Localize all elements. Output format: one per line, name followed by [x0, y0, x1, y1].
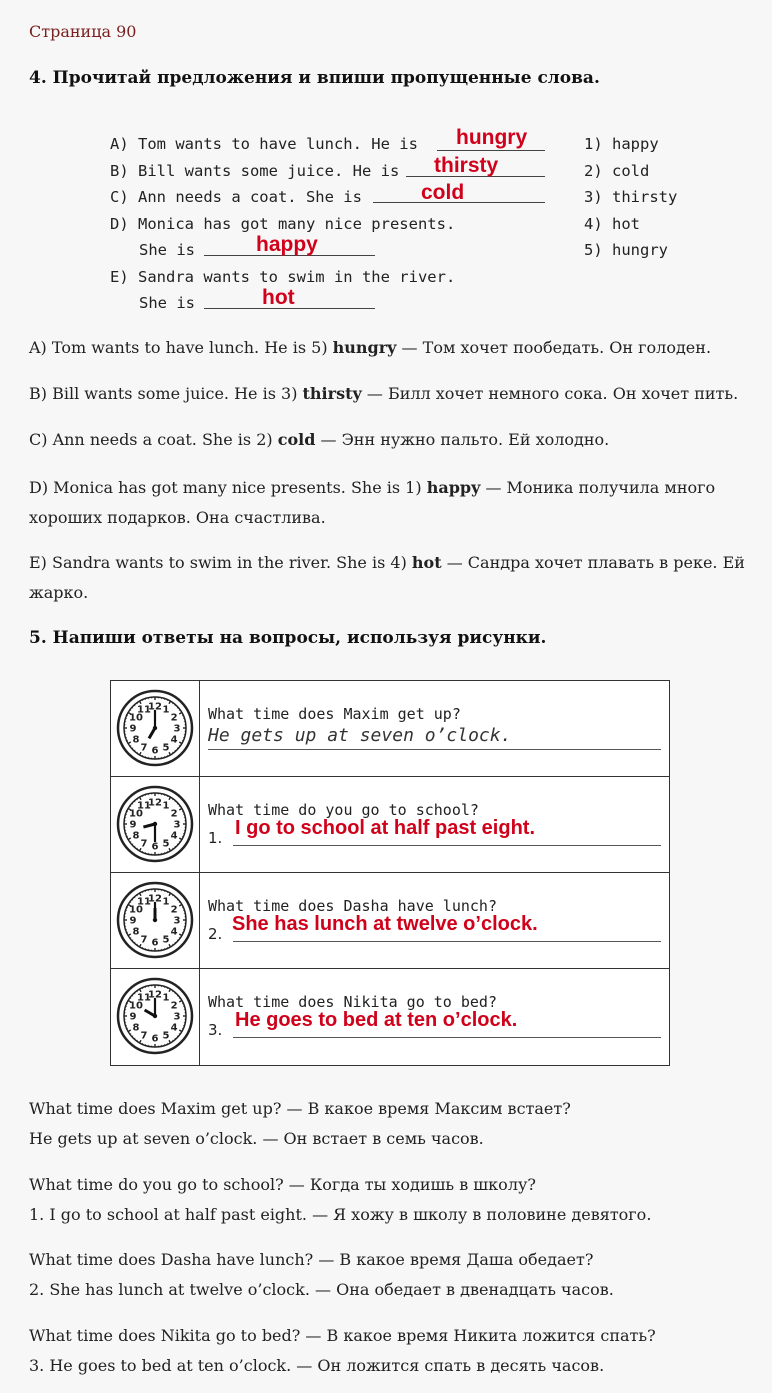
- example-answer: He gets up at seven o’clock.: [208, 725, 512, 746]
- clock-numeral: 3: [173, 723, 181, 735]
- sentence-d: D) Monica has got many nice presents.: [110, 215, 456, 233]
- clock-numeral: 9: [129, 723, 137, 735]
- clock-numeral: 1: [162, 896, 170, 908]
- answer-text: I go to school at half past eight.: [235, 817, 536, 839]
- page-label: Страница 90: [29, 22, 137, 41]
- clock-numeral: 7: [140, 838, 148, 850]
- clock-numeral: 1: [162, 800, 170, 812]
- clock-numeral: 11: [137, 992, 151, 1004]
- clock-numeral: 8: [132, 926, 140, 938]
- clock-numeral: 4: [170, 830, 178, 842]
- clock-numeral: 3: [173, 819, 181, 831]
- clock-numeral: 2: [170, 904, 178, 916]
- answer-number: 2.: [208, 925, 223, 943]
- clock-cell: [111, 777, 200, 872]
- table-row: [111, 681, 669, 777]
- sentence-e-cont: She is: [139, 294, 195, 312]
- clock-numeral: 4: [170, 1022, 178, 1034]
- answer-e: hot: [262, 286, 295, 309]
- clock-icon: [116, 977, 194, 1055]
- clock-numeral: 3: [173, 1011, 181, 1023]
- sentence-a: A) Tom wants to have lunch. He is: [110, 135, 418, 153]
- clock-numeral: 9: [129, 819, 137, 831]
- clock-numeral: 1: [162, 992, 170, 1004]
- question: What time do you go to school?: [208, 801, 479, 819]
- clock-numeral: 2: [170, 1000, 178, 1012]
- option-5: 5) hungry: [584, 241, 668, 259]
- sentence-e: E) Sandra wants to swim in the river.: [110, 268, 456, 286]
- clock-numeral: 1: [162, 704, 170, 716]
- clock-numeral: 5: [162, 934, 170, 946]
- clock-numeral: 8: [132, 734, 140, 746]
- sentence-b: B) Bill wants some juice. He is: [110, 162, 400, 180]
- answer-a: hungry: [456, 126, 528, 149]
- clock-cell: [111, 873, 200, 968]
- question: What time does Dasha have lunch?: [208, 897, 497, 915]
- clock-numeral: 10: [128, 904, 143, 916]
- table-row: [111, 777, 669, 873]
- question: What time does Nikita go to bed?: [208, 993, 497, 1011]
- explanation-d: D) Monica has got many nice presents. She is 1) happy — Моника получила много хороших подарков. Она счастлива.: [29, 478, 716, 527]
- clock-numeral: 6: [151, 841, 159, 853]
- answer-text: She has lunch at twelve o’clock.: [232, 913, 538, 935]
- clock-numeral: 10: [128, 808, 143, 820]
- option-4: 4) hot: [584, 215, 640, 233]
- answer-number: 1.: [208, 829, 223, 847]
- clock-numeral: 10: [128, 712, 143, 724]
- clock-numeral: 5: [162, 1030, 170, 1042]
- clock-numeral: 7: [140, 742, 148, 754]
- clock-numeral: 11: [137, 704, 151, 716]
- clock-cell: [111, 681, 200, 776]
- translation-3: What time does Dasha have lunch? — В какое время Даша обедает? 2. She has lunch at twelve o’clock. — Она обедает в двенадцать часов.: [29, 1250, 614, 1299]
- clock-numeral: 9: [129, 915, 137, 927]
- clock-numeral: 9: [129, 1011, 137, 1023]
- clock-numeral: 10: [128, 1000, 143, 1012]
- clock-numeral: 12: [148, 989, 162, 1001]
- explanation-b: B) Bill wants some juice. He is 3) thirsty — Билл хочет немного сока. Он хочет пить.: [29, 384, 739, 403]
- clock-numeral: 12: [148, 797, 162, 809]
- clock-numeral: 6: [151, 745, 159, 757]
- clock-numeral: 12: [148, 701, 162, 713]
- explanation-e: E) Sandra wants to swim in the river. She is 4) hot — Сандра хочет плавать в реке. Ей жарко.: [29, 553, 745, 602]
- question: What time does Maxim get up?: [208, 705, 461, 723]
- explanation-c: C) Ann needs a coat. She is 2) cold — Энн нужно пальто. Ей холодно.: [29, 430, 610, 449]
- task4-exercise-image: [0, 120, 772, 320]
- translation-1: What time does Maxim get up? — В какое время Максим встает? He gets up at seven o’clock. — Он встает в семь часов.: [29, 1099, 571, 1148]
- answer-number: 3.: [208, 1021, 223, 1039]
- explanation-a: A) Tom wants to have lunch. He is 5) hungry — Том хочет пообедать. Он голоден.: [29, 338, 712, 357]
- table-row: [111, 873, 669, 969]
- clock-numeral: 8: [132, 1022, 140, 1034]
- task5-heading: 5. Напиши ответы на вопросы, используя рисунки.: [29, 628, 547, 648]
- answer-d: happy: [256, 233, 318, 256]
- clock-cell: [111, 969, 200, 1065]
- option-2: 2) cold: [584, 162, 650, 180]
- task5-table: [110, 680, 670, 1066]
- clock-icon: [116, 785, 194, 863]
- clock-numeral: 5: [162, 742, 170, 754]
- clock-numeral: 5: [162, 838, 170, 850]
- answer-b: thirsty: [434, 154, 499, 177]
- clock-numeral: 6: [151, 937, 159, 949]
- table-row: [111, 969, 669, 1065]
- answer-text: He goes to bed at ten o’clock.: [235, 1009, 518, 1031]
- clock-numeral: 6: [151, 1033, 159, 1045]
- clock-numeral: 7: [140, 1030, 148, 1042]
- clock-icon: [116, 689, 194, 767]
- clock-numeral: 4: [170, 734, 178, 746]
- clock-numeral: 12: [148, 893, 162, 905]
- option-3: 3) thirsty: [584, 188, 678, 206]
- clock-numeral: 8: [132, 830, 140, 842]
- clock-numeral: 3: [173, 915, 181, 927]
- clock-icon: [116, 881, 194, 959]
- clock-numeral: 2: [170, 712, 178, 724]
- sentence-d-cont: She is: [139, 241, 195, 259]
- translation-2: What time do you go to school? — Когда ты ходишь в школу? 1. I go to school at half past eight. — Я хожу в школу в половине девятого.: [29, 1175, 652, 1224]
- answer-c: cold: [421, 181, 465, 204]
- clock-numeral: 4: [170, 926, 178, 938]
- task4-heading: 4. Прочитай предложения и впиши пропущенные слова.: [29, 68, 600, 88]
- option-1: 1) happy: [584, 135, 659, 153]
- clock-numeral: 11: [137, 800, 151, 812]
- translation-4: What time does Nikita go to bed? — В какое время Никита ложится спать? 3. He goes to bed at ten o’clock. — Он ложится спать в десять часов.: [29, 1326, 656, 1375]
- sentence-c: C) Ann needs a coat. She is: [110, 188, 362, 206]
- clock-numeral: 11: [137, 896, 151, 908]
- clock-numeral: 2: [170, 808, 178, 820]
- clock-numeral: 7: [140, 934, 148, 946]
